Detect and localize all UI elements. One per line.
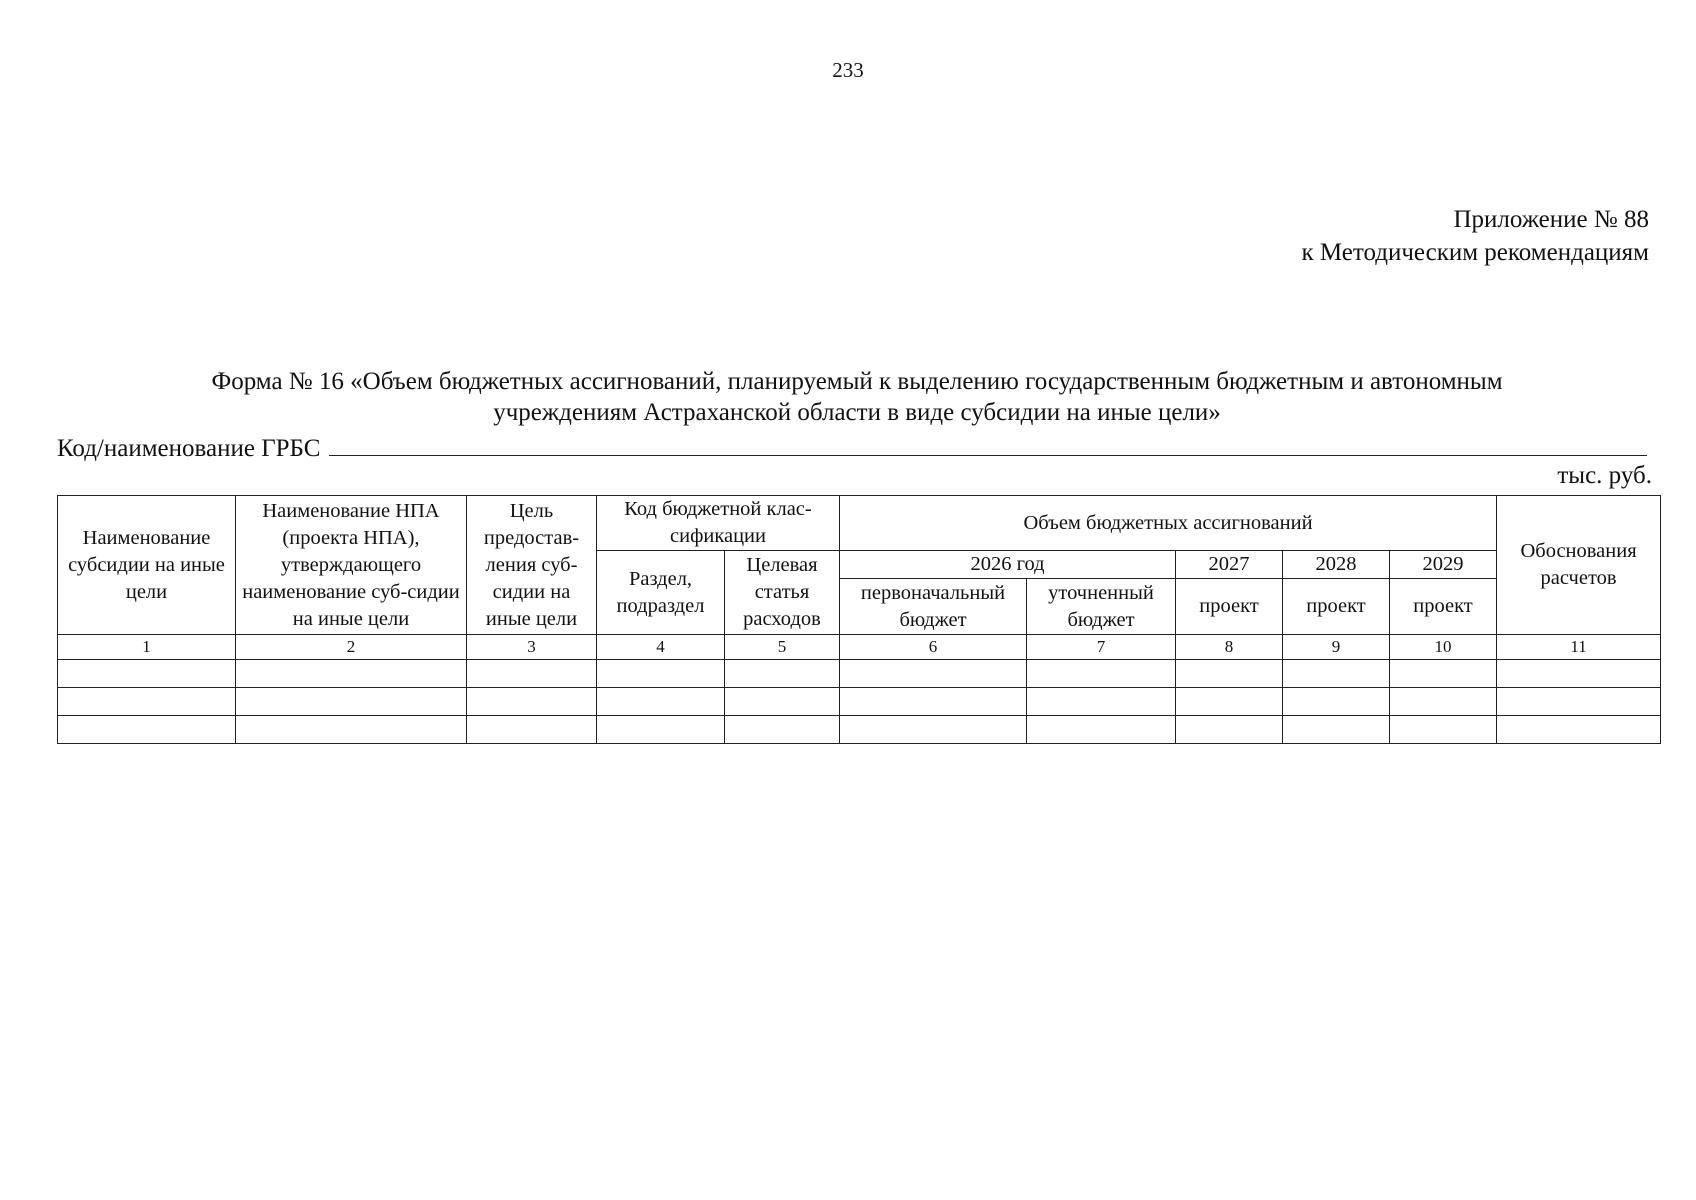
table-cell[interactable]: [1497, 660, 1661, 688]
table-cell[interactable]: [1027, 716, 1176, 744]
table-cell[interactable]: [1283, 716, 1390, 744]
table-cell[interactable]: [467, 688, 597, 716]
table-cell[interactable]: [1283, 660, 1390, 688]
header-allocation-volume: Объем бюджетных ассигнований: [840, 496, 1497, 551]
header-year-2026: 2026 год: [840, 551, 1176, 579]
table-cell[interactable]: [58, 716, 236, 744]
column-number: 11: [1497, 635, 1661, 660]
annex-number: Приложение № 88: [1453, 206, 1649, 233]
table-cell[interactable]: [1176, 660, 1283, 688]
table-cell[interactable]: [1497, 716, 1661, 744]
form-title: [57, 366, 1657, 428]
header-purpose: Цель предостав-ления суб-сидии на иные цели: [467, 496, 597, 635]
table-cell[interactable]: [1390, 716, 1497, 744]
page-number: 233: [832, 58, 864, 82]
header-project-2027: проект: [1176, 579, 1283, 635]
column-numbers-row: [58, 635, 1661, 660]
header-target-article: Целевая статья расходов: [725, 551, 840, 635]
column-number: 5: [725, 635, 840, 660]
table-cell[interactable]: [58, 660, 236, 688]
column-number: 1: [58, 635, 236, 660]
table-cell[interactable]: [840, 716, 1027, 744]
column-number: 6: [840, 635, 1027, 660]
grbs-fill-line[interactable]: [329, 431, 1647, 456]
table-cell[interactable]: [597, 716, 725, 744]
column-number: 10: [1390, 635, 1497, 660]
table-cell[interactable]: [1390, 660, 1497, 688]
table-cell[interactable]: [467, 716, 597, 744]
column-number: 2: [236, 635, 467, 660]
table-cell[interactable]: [236, 716, 467, 744]
table-cell[interactable]: [840, 660, 1027, 688]
table-cell[interactable]: [1176, 716, 1283, 744]
table-cell[interactable]: [725, 688, 840, 716]
header-year-2028: 2028: [1283, 551, 1390, 579]
annex-reference: к Методическим рекомендациям: [1301, 239, 1649, 266]
table-cell[interactable]: [1027, 660, 1176, 688]
grbs-field: [57, 431, 1647, 463]
table-cell[interactable]: [597, 660, 725, 688]
column-number: 9: [1283, 635, 1390, 660]
table-cell[interactable]: [1497, 688, 1661, 716]
header-revised-budget: уточненный бюджет: [1027, 579, 1176, 635]
units-label: тыс. руб.: [1557, 462, 1652, 489]
table-cell[interactable]: [236, 660, 467, 688]
subsidy-form-table: [57, 495, 1661, 744]
header-justification: Обоснования расчетов: [1497, 496, 1661, 635]
table-cell[interactable]: [467, 660, 597, 688]
header-initial-budget: первоначальный бюджет: [840, 579, 1027, 635]
form-title-line-1: Форма № 16 «Объем бюджетных ассигнований, планируемый к выделению государственным бюджетным и автономным: [211, 368, 1503, 395]
table-row: [58, 716, 1661, 744]
table-cell[interactable]: [58, 688, 236, 716]
column-number: 7: [1027, 635, 1176, 660]
column-number: 8: [1176, 635, 1283, 660]
header-subsidy-name: Наименование субсидии на иные цели: [58, 496, 236, 635]
table-cell[interactable]: [1390, 688, 1497, 716]
header-year-2029: 2029: [1390, 551, 1497, 579]
header-project-2029: проект: [1390, 579, 1497, 635]
table-row: [58, 660, 1661, 688]
header-npa-name: Наименование НПА (проекта НПА), утверждающего наименование суб-сидии на иные цели: [236, 496, 467, 635]
table-row: [58, 688, 1661, 716]
header-project-2028: проект: [1283, 579, 1390, 635]
table-cell[interactable]: [236, 688, 467, 716]
table-cell[interactable]: [597, 688, 725, 716]
header-year-2027: 2027: [1176, 551, 1283, 579]
header-section: Раздел, подраздел: [597, 551, 725, 635]
column-number: 4: [597, 635, 725, 660]
table-cell[interactable]: [1283, 688, 1390, 716]
header-budget-code: Код бюджетной клас-сификации: [597, 496, 840, 551]
table-cell[interactable]: [725, 716, 840, 744]
annex-heading: [1301, 203, 1649, 269]
column-number: 3: [467, 635, 597, 660]
form-title-line-2: учреждениям Астраханской области в виде субсидии на иные цели»: [493, 399, 1221, 426]
table-cell[interactable]: [1027, 688, 1176, 716]
grbs-label: Код/наименование ГРБС: [57, 435, 321, 462]
table-cell[interactable]: [1176, 688, 1283, 716]
table-cell[interactable]: [840, 688, 1027, 716]
table-cell[interactable]: [725, 660, 840, 688]
